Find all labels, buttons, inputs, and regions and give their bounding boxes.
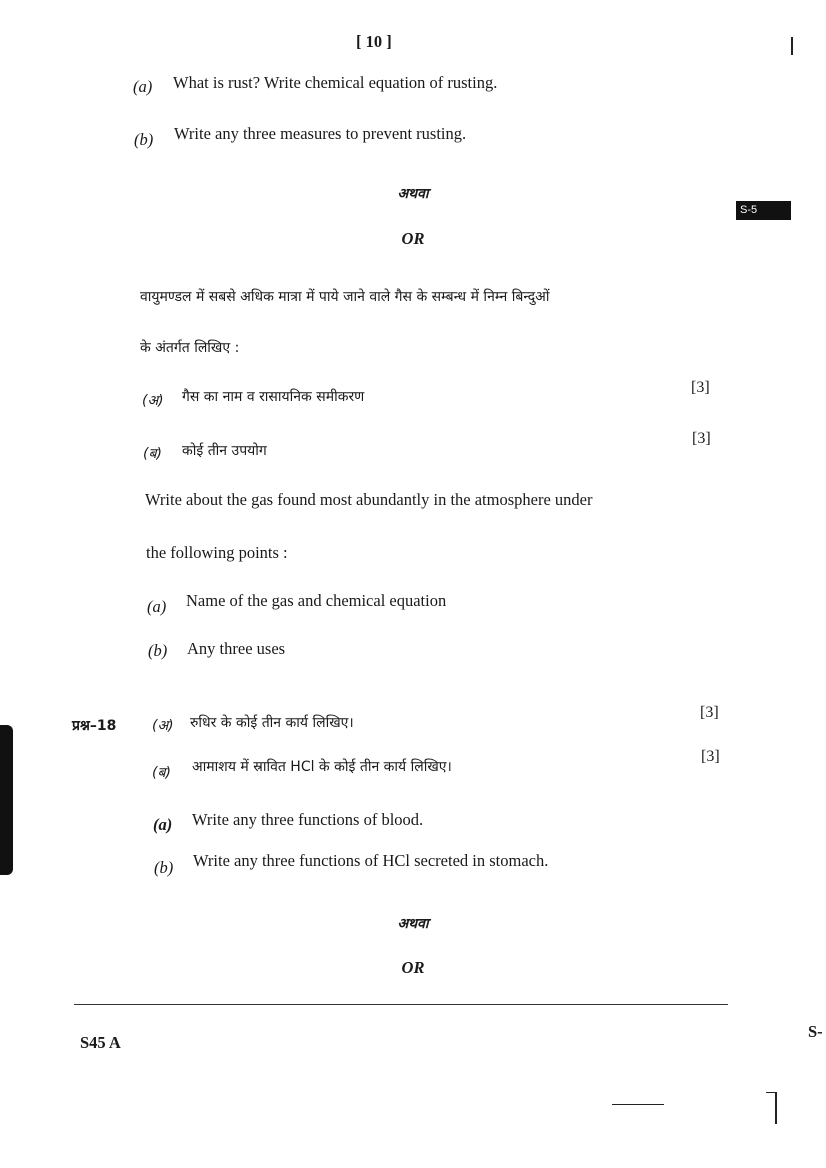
or-hindi-2: अथवा [397,916,429,932]
q18-hindi-a-label: (अ) [152,718,174,734]
q18-hindi-b-marks: [3] [701,748,720,765]
alt-english-a-text: Name of the gas and chemical equation [186,591,447,610]
footer-code: S45 A [80,1033,121,1052]
q18-english-b-label: (b) [154,858,174,877]
footer-right-code: S- [808,1022,823,1041]
scan-edge-shadow [0,725,13,875]
alt-english-line1: Write about the gas found most abundantly in the atmosphere under [145,490,593,509]
q18-hindi-b-label: (ब) [152,765,171,781]
q18-hindi-a-marks: [3] [700,704,719,721]
scan-mark-bottom-bracket [775,1092,777,1124]
q17-a-label: (a) [133,77,153,96]
q18-english-a-text: Write any three functions of blood. [192,810,424,829]
scan-mark-top-right [791,37,793,55]
q18-hindi-b-text: आमाशय में स्रावित HCl के कोई तीन कार्य लिखिए। [192,759,452,775]
or-hindi-1: अथवा [397,186,429,202]
question-18-number: प्रश्न–18 [72,718,117,734]
alt-english-b-text: Any three uses [187,639,286,658]
q18-hindi-a-text: रुधिर के कोई तीन कार्य लिखिए। [190,715,354,731]
alt-hindi-a-text: गैस का नाम व रासायनिक समीकरण [182,389,365,405]
q17-a-text: What is rust? Write chemical equation of rusting. [173,73,498,92]
q17-b-text: Write any three measures to prevent rusting. [174,124,467,143]
scan-mark-bottom-bracket-top [766,1092,776,1093]
section-tab: S-5 [736,201,791,220]
or-english-2: OR [401,958,425,977]
q18-english-a-label: (a) [153,815,173,834]
alt-hindi-line1: वायुमण्डल में सबसे अधिक मात्रा में पाये जाने वाले गैस के सम्बन्ध में निम्न बिन्दुओं [140,289,550,305]
alt-english-line2: the following points : [146,543,288,562]
alt-hindi-a-label: (अ) [142,393,164,409]
q17-b-label: (b) [134,130,154,149]
alt-hindi-b-marks: [3] [692,430,711,447]
alt-hindi-b-label: (ब) [143,446,162,462]
alt-english-b-label: (b) [148,641,168,660]
alt-hindi-b-text: कोई तीन उपयोग [182,443,267,459]
q18-english-b-text: Write any three functions of HCl secreted in stomach. [193,851,549,870]
alt-hindi-line2: के अंतर्गत लिखिए : [140,340,240,356]
or-english-1: OR [401,229,425,248]
page-number: [ 10 ] [356,32,392,51]
scan-mark-bottom-line [612,1104,664,1105]
alt-english-a-label: (a) [147,597,167,616]
alt-hindi-a-marks: [3] [691,379,710,396]
footer-rule [74,1004,728,1005]
